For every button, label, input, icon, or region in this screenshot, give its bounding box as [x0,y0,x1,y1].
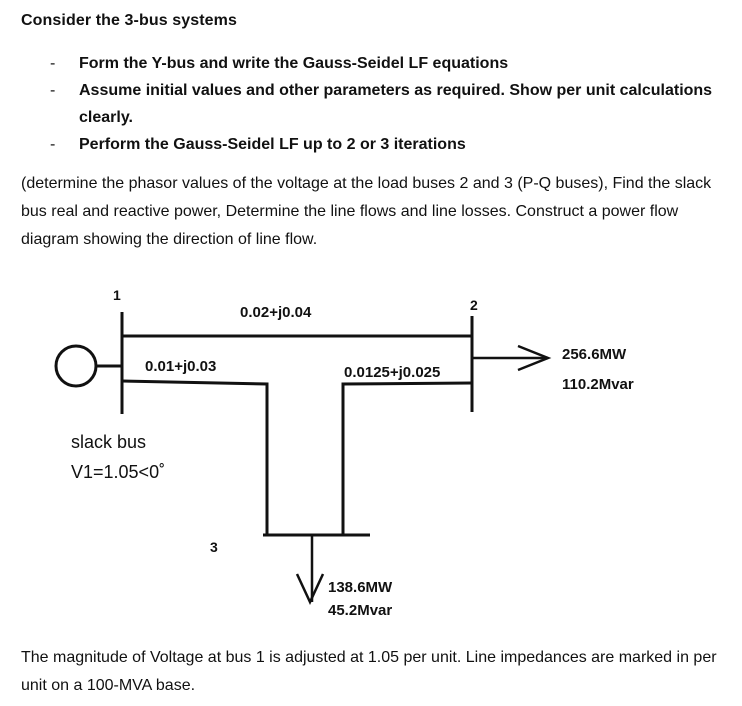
bus-2-load-q: 110.2Mvar [562,376,634,393]
bullet-marker: - [50,55,56,72]
task-list [50,50,720,158]
footer-paragraph: The magnitude of Voltage at bus 1 is adjusted at 1.05 per unit. Line impedances are marked in per unit on a 100-MVA base. [21,649,717,694]
slack-voltage-label: V1=1.05<0˚ [71,462,166,482]
bus-2-load-p: 256.6MW [562,346,627,363]
bullet-marker: - [50,136,56,153]
bus-2-label: 2 [470,297,478,313]
generator-symbol [56,346,96,386]
task-item [50,131,720,158]
bus-3-load-q: 45.2Mvar [328,602,393,619]
line-2-3 [343,383,472,535]
bus-1-label: 1 [113,287,121,303]
line-1-2-impedance: 0.02+j0.04 [240,304,312,321]
bus-3-load-arrowhead [297,574,323,602]
question-title: Consider the 3-bus systems [21,12,237,29]
task-item [50,77,720,131]
task-text: Form the Y-bus and write the Gauss-Seidel LF equations [79,55,509,72]
task-text: Perform the Gauss-Seidel LF up to 2 or 3 iterations [79,136,466,153]
bus-3-load-p: 138.6MW [328,579,393,596]
line-2-3-impedance-label: 0.0125+j0.025 [344,364,441,381]
instructions-paragraph: (determine the phasor values of the voltage at the load buses 2 and 3 (P-Q buses), Find the slack bus real and reactive power, Determine the line flows and line losses. Construct a power flow diagram showing the direction of line flow. [21,175,712,248]
bullet-marker: - [50,82,56,99]
line-1-3-impedance: 0.01+j0.03 [145,358,217,375]
slack-bus-label: slack bus [71,432,147,452]
line-1-3 [122,381,267,535]
three-bus-diagram [0,270,742,630]
bus-3-label: 3 [210,539,218,555]
task-item [50,50,720,77]
task-text: Assume initial values and other parameters as required. Show per unit calculations clearly. [79,82,713,126]
